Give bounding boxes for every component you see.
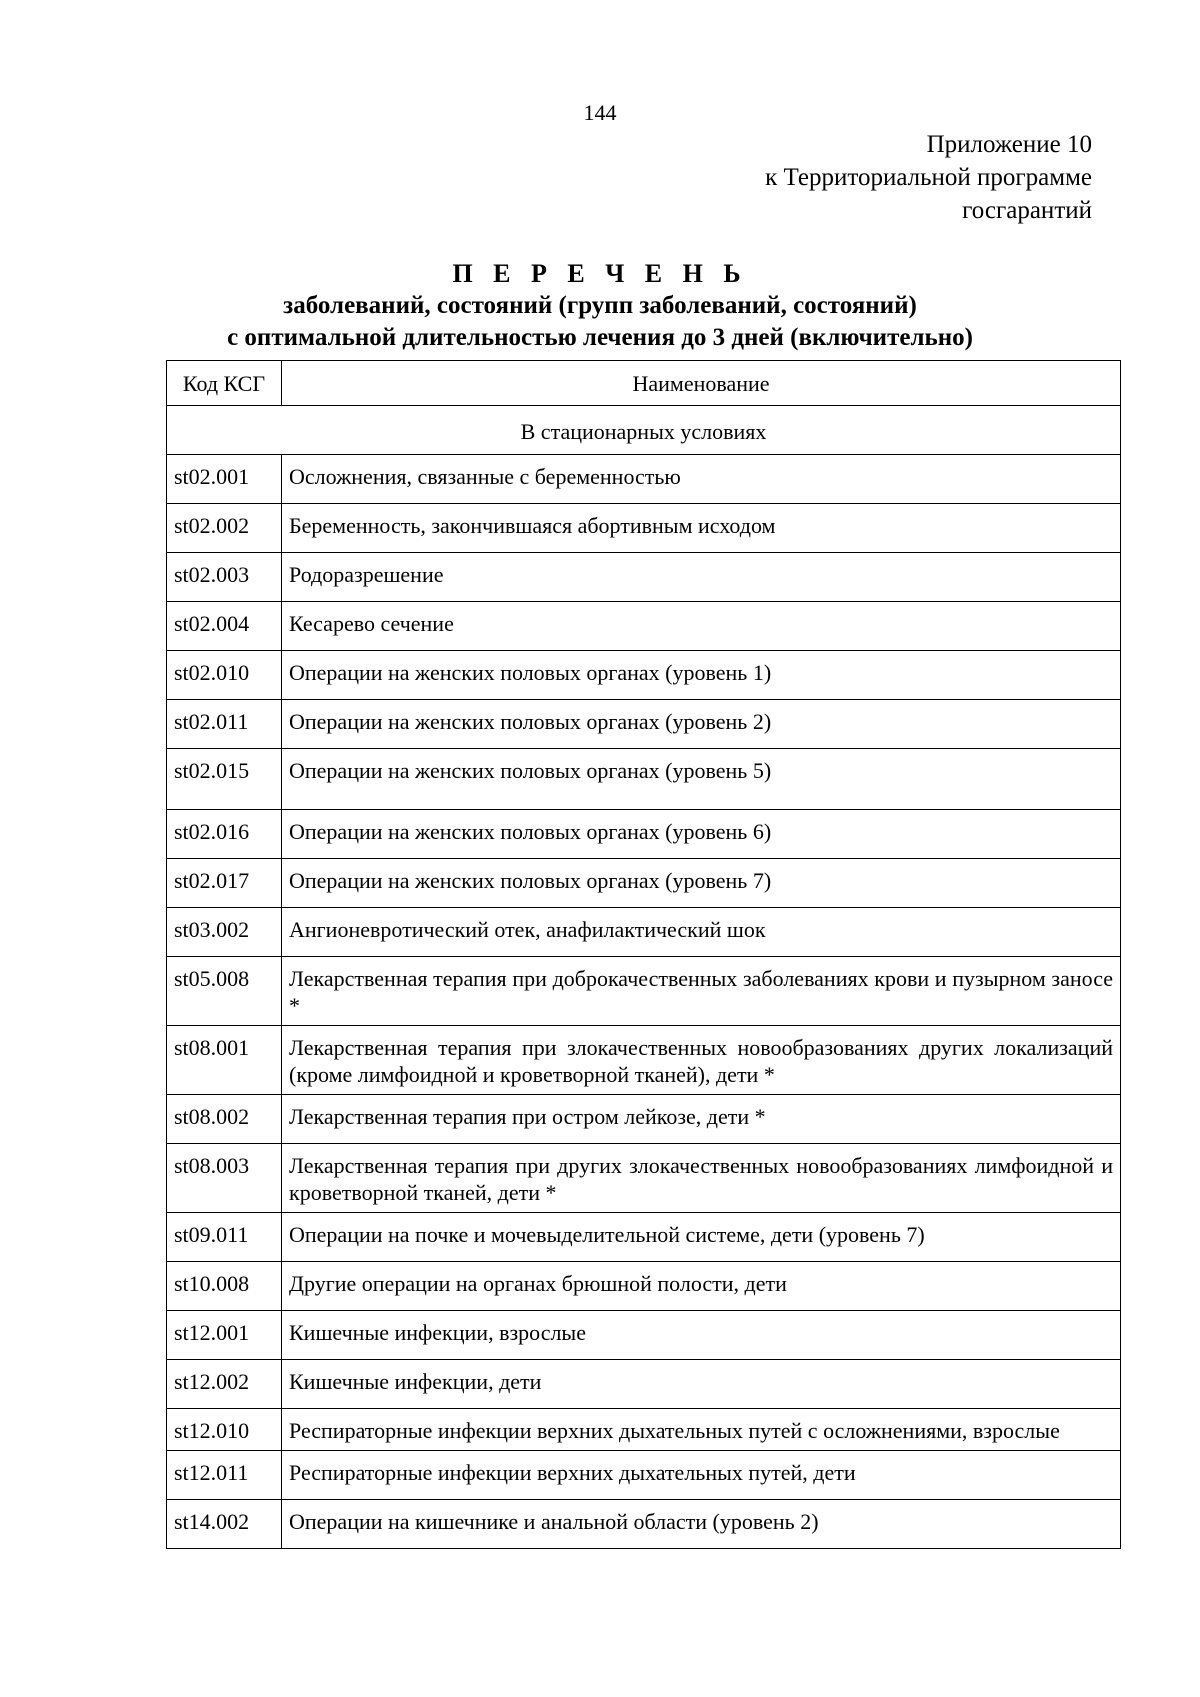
document-heading: [0, 258, 1200, 354]
row-code: st12.011: [167, 1451, 282, 1500]
row-name: Операции на женских половых органах (уровень 1): [282, 651, 1121, 700]
appendix-line-2: к Территориальной программе: [765, 164, 1092, 191]
table-row: [167, 1409, 1121, 1451]
row-code: st02.010: [167, 651, 282, 700]
table-row: [167, 602, 1121, 651]
table-row: [167, 1311, 1121, 1360]
table-row: [167, 810, 1121, 859]
row-name: Операции на почке и мочевыделительной системе, дети (уровень 7): [282, 1213, 1121, 1262]
row-name: Кесарево сечение: [282, 602, 1121, 651]
heading-subtitle-2: с оптимальной длительностью лечения до 3 дней (включительно): [227, 324, 973, 351]
appendix-line-3: госгарантий: [962, 197, 1092, 224]
row-name: Кишечные инфекции, дети: [282, 1360, 1121, 1409]
row-code: st02.001: [167, 455, 282, 504]
section-label: В стационарных условиях: [167, 406, 1121, 455]
row-name: Осложнения, связанные с беременностью: [282, 455, 1121, 504]
row-name: Операции на кишечнике и анальной области (уровень 2): [282, 1500, 1121, 1549]
row-name: Лекарственная терапия при остром лейкозе, дети *: [282, 1095, 1121, 1144]
table-row: [167, 700, 1121, 749]
table-row: [167, 1213, 1121, 1262]
row-code: st02.015: [167, 749, 282, 810]
table-row: [167, 1451, 1121, 1500]
row-code: st02.004: [167, 602, 282, 651]
row-code: st08.002: [167, 1095, 282, 1144]
row-code: st12.001: [167, 1311, 282, 1360]
row-code: st14.002: [167, 1500, 282, 1549]
row-name: Кишечные инфекции, взрослые: [282, 1311, 1121, 1360]
page-number: 144: [583, 100, 617, 125]
table-row: [167, 1262, 1121, 1311]
table-row: [167, 553, 1121, 602]
row-code: st08.001: [167, 1026, 282, 1095]
row-code: st02.016: [167, 810, 282, 859]
row-code: st02.011: [167, 700, 282, 749]
appendix-note: [765, 128, 1092, 227]
row-code: st02.002: [167, 504, 282, 553]
table-row: [167, 1095, 1121, 1144]
row-name: Респираторные инфекции верхних дыхательных путей с осложнениями, взрослые: [282, 1409, 1121, 1451]
row-code: st05.008: [167, 957, 282, 1026]
table-row: [167, 455, 1121, 504]
heading-subtitle-1: заболеваний, состояний (групп заболеваний, состояний): [283, 292, 917, 319]
row-name: Операции на женских половых органах (уровень 2): [282, 700, 1121, 749]
table-row: [167, 1026, 1121, 1095]
disease-list-table: [166, 360, 1121, 1549]
row-name: Лекарственная терапия при других злокачественных новообразованиях лимфоидной и кроветворной тканей, дети *: [282, 1144, 1121, 1213]
table-row: [167, 859, 1121, 908]
row-name: Лекарственная терапия при доброкачественных заболеваниях крови и пузырном заносе *: [282, 957, 1121, 1026]
row-name: Другие операции на органах брюшной полости, дети: [282, 1262, 1121, 1311]
row-code: st12.002: [167, 1360, 282, 1409]
row-code: st10.008: [167, 1262, 282, 1311]
table-row: [167, 957, 1121, 1026]
table-row: [167, 1144, 1121, 1213]
row-name: Операции на женских половых органах (уровень 7): [282, 859, 1121, 908]
row-name: Беременность, закончившаяся абортивным исходом: [282, 504, 1121, 553]
table-row: [167, 504, 1121, 553]
table-row: [167, 1360, 1121, 1409]
row-name: Операции на женских половых органах (уровень 6): [282, 810, 1121, 859]
row-code: st08.003: [167, 1144, 282, 1213]
row-code: st09.011: [167, 1213, 282, 1262]
row-name: Ангионевротический отек, анафилактический шок: [282, 908, 1121, 957]
heading-title: П Е Р Е Ч Е Н Ь: [452, 259, 748, 288]
row-name: Родоразрешение: [282, 553, 1121, 602]
section-row: [167, 406, 1121, 455]
table-row: [167, 651, 1121, 700]
table-header-row: [167, 361, 1121, 406]
row-code: st12.010: [167, 1409, 282, 1451]
row-code: st02.017: [167, 859, 282, 908]
row-name: Респираторные инфекции верхних дыхательных путей, дети: [282, 1451, 1121, 1500]
table-row: [167, 1500, 1121, 1549]
header-code: Код КСГ: [167, 361, 282, 406]
appendix-line-1: Приложение 10: [926, 131, 1092, 158]
row-name: Лекарственная терапия при злокачественных новообразованиях других локализаций (кроме лимфоидной и кроветворной тканей), дети *: [282, 1026, 1121, 1095]
row-name: Операции на женских половых органах (уровень 5): [282, 749, 1121, 810]
table-row: [167, 908, 1121, 957]
row-code: st02.003: [167, 553, 282, 602]
table-row: [167, 749, 1121, 810]
row-code: st03.002: [167, 908, 282, 957]
header-name: Наименование: [282, 361, 1121, 406]
